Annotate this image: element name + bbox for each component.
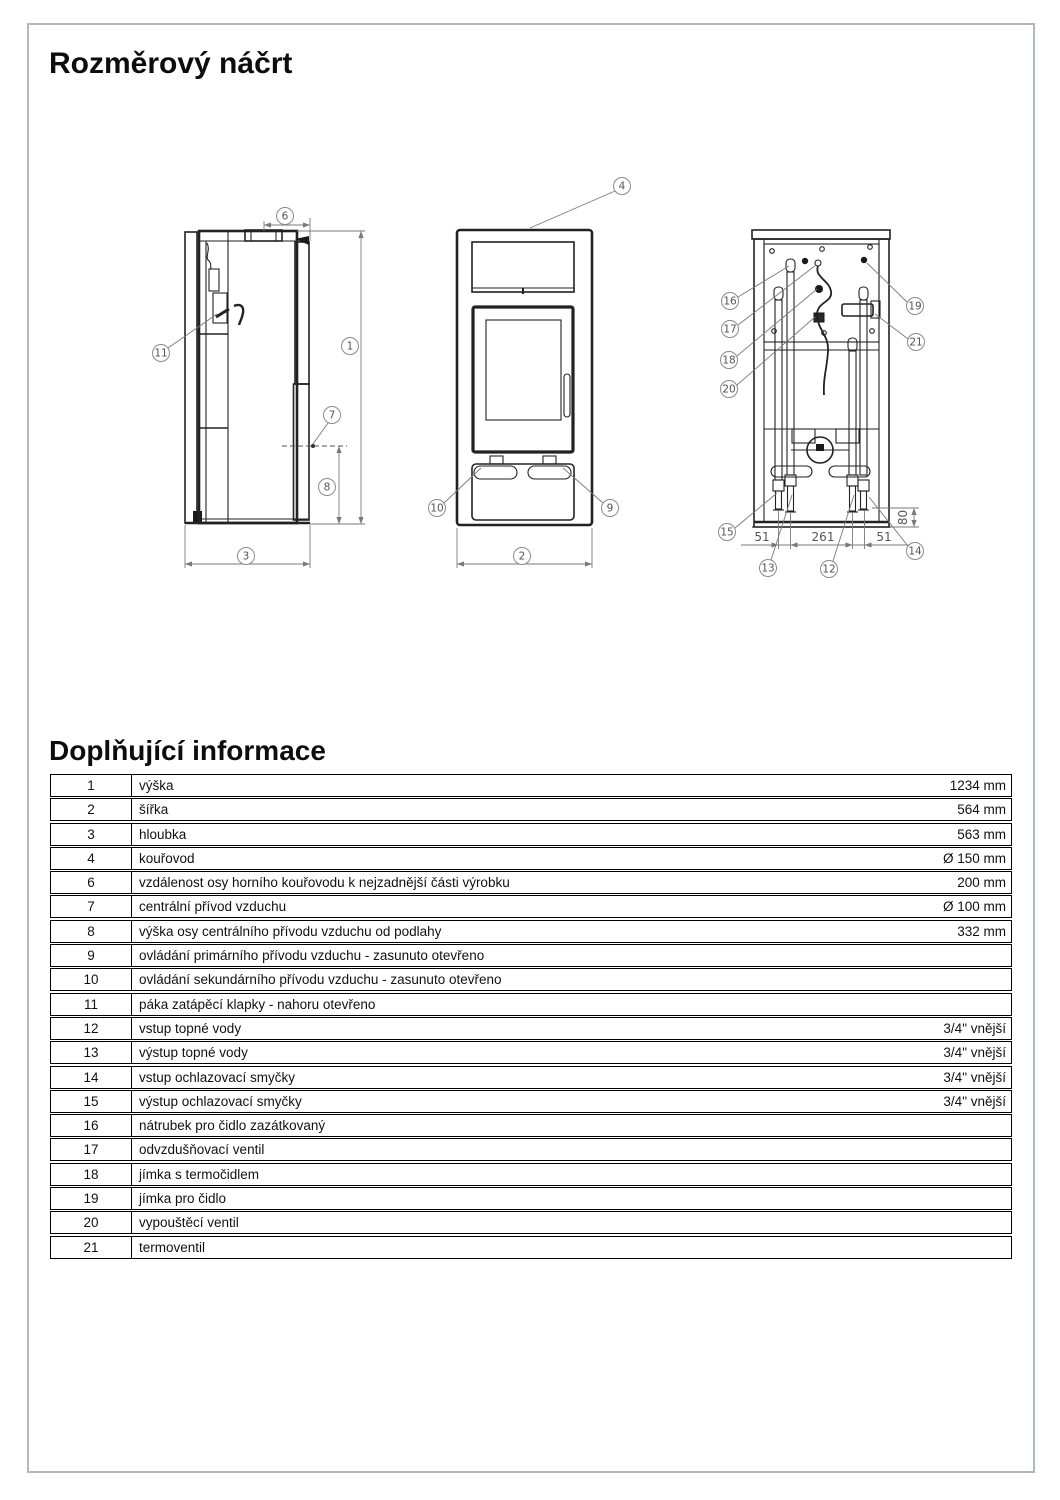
svg-text:6: 6 xyxy=(281,210,289,223)
row-label: odvzdušňovací ventil xyxy=(139,1142,265,1158)
door-window xyxy=(486,320,561,420)
sensor-socket-plugged xyxy=(802,258,808,264)
table-row xyxy=(50,847,1012,870)
table-row xyxy=(50,823,1012,846)
dim-3 xyxy=(185,525,310,568)
row-num: 3 xyxy=(51,824,132,845)
lever-handle xyxy=(234,305,243,325)
svg-text:10: 10 xyxy=(430,502,444,515)
svg-text:15: 15 xyxy=(720,526,734,539)
svg-text:7: 7 xyxy=(328,409,336,422)
row-label: vypouštěcí ventil xyxy=(139,1215,239,1231)
row-value: Ø 100 mm xyxy=(942,899,1006,915)
rear-foot xyxy=(193,511,202,522)
svg-text:14: 14 xyxy=(908,545,922,558)
row-label: termoventil xyxy=(139,1239,206,1255)
table-row xyxy=(50,798,1012,821)
front-view xyxy=(429,178,631,569)
row-value: 1234 mm xyxy=(949,778,1006,793)
row-num: 18 xyxy=(51,1164,132,1185)
screw xyxy=(870,329,875,334)
svg-text:8: 8 xyxy=(323,481,331,494)
svg-text:3: 3 xyxy=(242,550,250,563)
table-row xyxy=(50,920,1012,943)
table-row xyxy=(50,1041,1012,1064)
rear-heat-shield xyxy=(185,232,197,523)
callout-16 xyxy=(722,266,790,310)
row-num: 21 xyxy=(51,1237,132,1258)
callout-10 xyxy=(429,468,482,517)
table-row xyxy=(50,1066,1012,1089)
table-row xyxy=(50,968,1012,991)
svg-text:13: 13 xyxy=(761,562,775,575)
row-value: 3/4" vnější xyxy=(943,1045,1006,1061)
svg-text:1: 1 xyxy=(346,340,354,353)
callout-14 xyxy=(869,497,924,560)
heating-water-outlet-pipe xyxy=(785,259,796,512)
table-row xyxy=(50,1211,1012,1234)
row-num: 6 xyxy=(51,872,132,893)
table-row xyxy=(50,1236,1012,1259)
secondary-air-knob xyxy=(490,456,503,464)
row-value: 200 mm xyxy=(957,875,1006,891)
callout-19 xyxy=(867,263,924,315)
svg-text:51: 51 xyxy=(876,530,892,544)
svg-text:9: 9 xyxy=(606,502,614,515)
row-label: výška osy centrálního přívodu vzduchu od podlahy xyxy=(139,923,442,939)
svg-text:11: 11 xyxy=(154,347,168,360)
row-num: 9 xyxy=(51,945,132,966)
svg-text:18: 18 xyxy=(722,354,736,367)
screw xyxy=(868,245,873,250)
table-row xyxy=(50,895,1012,918)
svg-text:51: 51 xyxy=(754,530,770,544)
callout-21 xyxy=(875,314,925,351)
row-value: Ø 150 mm xyxy=(942,850,1006,866)
row-label: výška xyxy=(139,778,174,793)
svg-text:12: 12 xyxy=(822,563,836,576)
svg-text:261: 261 xyxy=(811,530,835,544)
row-label: vzdálenost osy horního kouřovodu k nejzadnější části výrobku xyxy=(139,875,510,891)
row-num: 20 xyxy=(51,1212,132,1233)
document-page xyxy=(27,23,1035,1473)
row-label: jímka s termočidlem xyxy=(139,1166,260,1182)
table-row xyxy=(50,774,1012,797)
side-view xyxy=(153,208,366,569)
table-row xyxy=(50,944,1012,967)
row-num: 15 xyxy=(51,1091,132,1112)
dim-2 xyxy=(457,528,592,568)
screw xyxy=(820,247,825,252)
dim-6 xyxy=(264,208,310,242)
svg-text:17: 17 xyxy=(723,323,737,336)
thermo-sensor-well xyxy=(815,285,823,293)
row-label: kouřovod xyxy=(139,850,195,866)
svg-text:19: 19 xyxy=(908,300,922,313)
row-num: 8 xyxy=(51,921,132,942)
row-value: 3/4" vnější xyxy=(943,1093,1006,1109)
primary-air-slot xyxy=(528,466,571,479)
row-num: 14 xyxy=(51,1067,132,1088)
row-value: 3/4" vnější xyxy=(943,1069,1006,1085)
door-handle xyxy=(564,374,570,417)
table-row xyxy=(50,1114,1012,1137)
dim-8 xyxy=(314,446,345,524)
firebox-door xyxy=(473,307,573,452)
table-row xyxy=(50,1138,1012,1161)
thermo-valve xyxy=(842,301,880,318)
row-num: 11 xyxy=(51,994,132,1015)
table-row xyxy=(50,1163,1012,1186)
row-label: jímka pro čidlo xyxy=(139,1191,227,1207)
screw xyxy=(770,249,775,254)
row-label: ovládání sekundárního přívodu vzduchu - zasunuto otevřeno xyxy=(139,972,502,988)
svg-text:80: 80 xyxy=(896,509,910,526)
svg-text:16: 16 xyxy=(723,295,737,308)
rear-view xyxy=(719,230,925,578)
svg-text:2: 2 xyxy=(518,550,526,563)
heating-water-inlet-pipe xyxy=(847,338,858,512)
damper-box xyxy=(213,293,227,323)
table-row xyxy=(50,993,1012,1016)
row-label: vstup topné vody xyxy=(139,1020,242,1036)
row-label: centrální přívod vzduchu xyxy=(139,899,287,915)
row-num: 7 xyxy=(51,896,132,917)
row-label: páka zatápěcí klapky - nahoru otevřeno xyxy=(139,996,376,1012)
row-num: 13 xyxy=(51,1042,132,1063)
row-value: 332 mm xyxy=(957,923,1006,939)
row-label: vstup ochlazovací smyčky xyxy=(139,1069,296,1085)
row-label: výstup ochlazovací smyčky xyxy=(139,1093,302,1109)
dimensional-drawing xyxy=(29,25,1033,725)
base-pedestal xyxy=(472,464,574,520)
row-num: 12 xyxy=(51,1018,132,1039)
page-title: Rozměrový náčrt xyxy=(49,47,293,80)
info-table xyxy=(50,774,1012,1260)
row-label: ovládání primárního přívodu vzduchu - zasunuto otevřeno xyxy=(139,948,485,964)
callout-7 xyxy=(311,407,341,449)
stove-body-side xyxy=(199,231,297,523)
row-value: 3/4" vnější xyxy=(943,1020,1006,1036)
row-value: 564 mm xyxy=(957,802,1006,818)
drain-valve xyxy=(814,313,824,322)
table-row xyxy=(50,1017,1012,1040)
sensor-well-hole xyxy=(861,257,867,263)
row-num: 16 xyxy=(51,1115,132,1136)
row-label: nátrubek pro čidlo zazátkovaný xyxy=(139,1118,326,1134)
row-num: 10 xyxy=(51,969,132,990)
dim-pipe-spacing xyxy=(741,511,909,549)
top-plate xyxy=(752,230,890,239)
table-row xyxy=(50,1090,1012,1113)
screw xyxy=(772,329,777,334)
row-num: 19 xyxy=(51,1188,132,1209)
actuator-wire xyxy=(207,243,211,269)
table-row xyxy=(50,1187,1012,1210)
callout-4 xyxy=(530,178,631,229)
row-label: výstup topné vody xyxy=(139,1045,248,1061)
section-title: Doplňující informace xyxy=(49,735,326,766)
row-label: šířka xyxy=(139,802,169,818)
row-num: 2 xyxy=(51,799,132,820)
svg-text:4: 4 xyxy=(618,180,626,193)
svg-text:21: 21 xyxy=(909,336,923,349)
table-row xyxy=(50,871,1012,894)
svg-text:20: 20 xyxy=(722,383,736,396)
row-num: 4 xyxy=(51,848,132,869)
damper-actuator xyxy=(209,269,219,291)
row-num: 17 xyxy=(51,1139,132,1160)
row-num: 1 xyxy=(51,775,132,796)
warming-compartment xyxy=(472,242,574,292)
row-label: hloubka xyxy=(139,826,187,842)
primary-air-knob xyxy=(543,456,556,464)
row-value: 563 mm xyxy=(957,826,1006,842)
